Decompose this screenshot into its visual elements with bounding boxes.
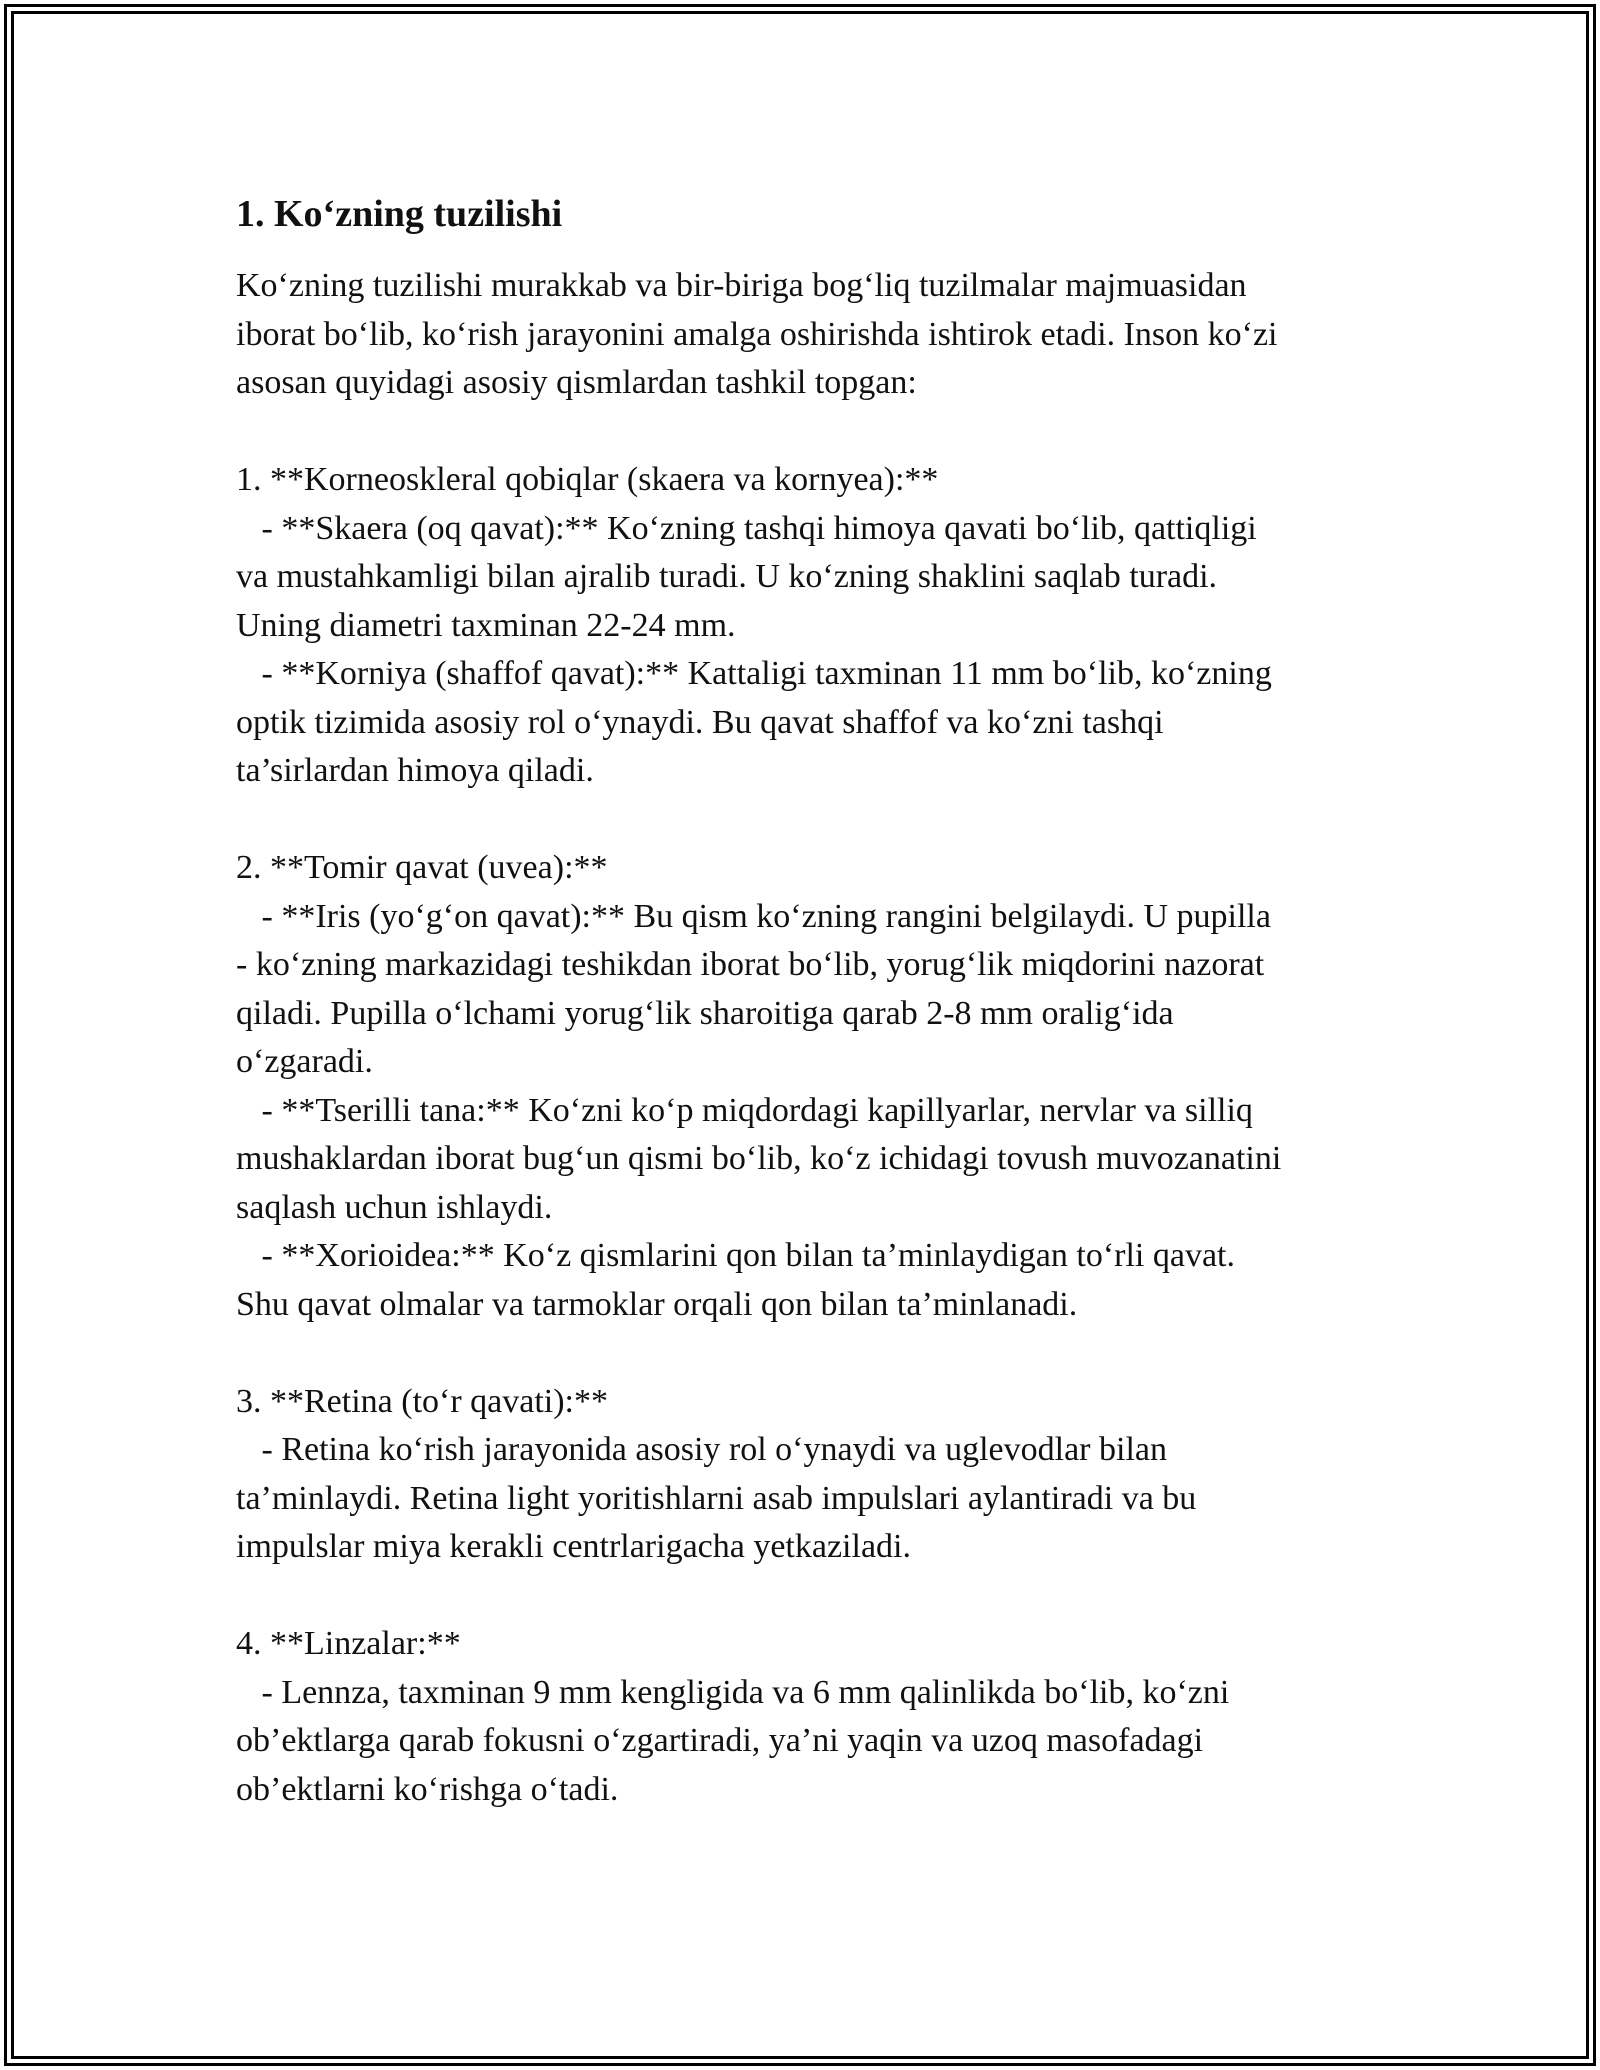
text-line: ob’ektlarni ko‘rishga o‘tadi. xyxy=(236,1770,619,1808)
text-line: va mustahkamligi bilan ajralib turadi. U ko‘zning shaklini saqlab turadi. xyxy=(236,558,1218,595)
text-line: 1. **Korneoskleral qobiqlar (skaera va kornyea):** xyxy=(236,461,939,498)
text-line: - **Iris (yo‘g‘on qavat):** Bu qism ko‘zning rangini belgilaydi. U pupilla xyxy=(236,897,1271,935)
text-line: asosan quyidagi asosiy qismlardan tashkil topgan: xyxy=(236,364,917,401)
text-line: Uning diametri taxminan 22-24 mm. xyxy=(236,606,736,644)
text-line xyxy=(236,1329,1366,1378)
text-line: ob’ektlarga qarab fokusni o‘zgartiradi, ya’ni yaqin va uzoq masofadagi xyxy=(236,1722,1204,1759)
text-line: iborat bo‘lib, ko‘rish jarayonini amalga oshirishda ishtirok etadi. Inson ko‘zi xyxy=(236,315,1278,353)
text-line: - ko‘zning markazidagi teshikdan iborat bo‘lib, yorug‘lik miqdorini nazorat xyxy=(236,946,1265,983)
document-heading: 1. Ko‘zning tuzilishi xyxy=(236,193,563,235)
text-line: saqlash uchun ishlaydi. xyxy=(236,1188,553,1226)
text-line: mushaklardan iborat bug‘un qismi bo‘lib, ko‘z ichidagi tovush muvozanatini xyxy=(236,1140,1282,1177)
text-line: - Lennza, taxminan 9 mm kengligida va 6 mm qalinlikda bo‘lib, ko‘zni xyxy=(236,1673,1230,1711)
text-line: impulslar miya kerakli centrlarigacha yetkaziladi. xyxy=(236,1528,911,1565)
text-line: Ko‘zning tuzilishi murakkab va bir-biriga bog‘liq tuzilmalar majmuasidan xyxy=(236,267,1247,304)
text-line: - **Skaera (oq qavat):** Ko‘zning tashqi himoya qavati bo‘lib, qattiqligi xyxy=(236,509,1257,547)
text-line: Shu qavat olmalar va tarmoklar orqali qon bilan ta’minlanadi. xyxy=(236,1285,1078,1323)
text-line xyxy=(236,1572,1366,1621)
text-line xyxy=(236,408,1366,457)
text-line: qiladi. Pupilla o‘lchami yorug‘lik sharoitiga qarab 2-8 mm oralig‘ida xyxy=(236,994,1174,1032)
text-line: - **Xorioidea:** Ko‘z qismlarini qon bilan ta’minlaydigan to‘rli qavat. xyxy=(236,1237,1235,1274)
text-line: 2. **Tomir qavat (uvea):** xyxy=(236,849,608,886)
document-body xyxy=(236,190,1366,1814)
document-text xyxy=(236,262,1366,1814)
text-line: ta’sirlardan himoya qiladi. xyxy=(236,752,594,789)
text-line: - Retina ko‘rish jarayonida asosiy rol o‘ynaydi va uglevodlar bilan xyxy=(236,1431,1167,1468)
text-line: 3. **Retina (to‘r qavati):** xyxy=(236,1382,609,1420)
text-line: ta’minlaydi. Retina light yoritishlarni asab impulslari aylantiradi va bu xyxy=(236,1479,1197,1517)
text-line: optik tizimida asosiy rol o‘ynaydi. Bu qavat shaffof va ko‘zni tashqi xyxy=(236,703,1164,741)
text-line xyxy=(236,796,1366,845)
text-line: - **Tserilli tana:** Ko‘zni ko‘p miqdordagi kapillyarlar, nervlar va silliq xyxy=(236,1091,1253,1129)
text-line: 4. **Linzalar:** xyxy=(236,1625,461,1662)
text-line: - **Korniya (shaffof qavat):** Kattaligi taxminan 11 mm bo‘lib, ko‘zning xyxy=(236,655,1272,692)
text-line: o‘zgaradi. xyxy=(236,1043,373,1080)
